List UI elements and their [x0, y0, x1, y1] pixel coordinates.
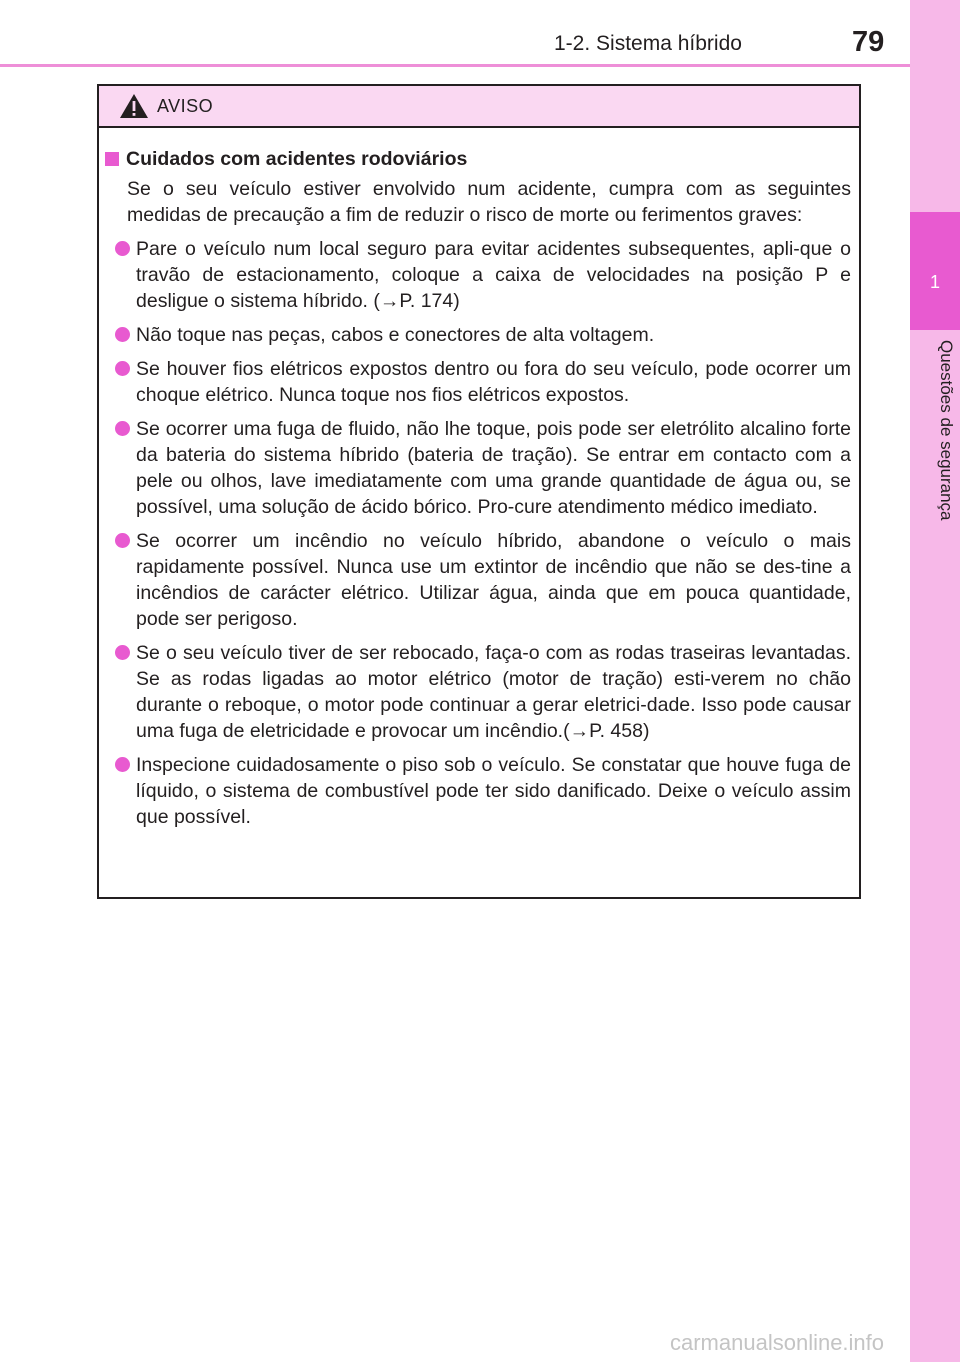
warning-body	[99, 128, 859, 830]
list-item	[115, 528, 851, 632]
warning-box	[97, 84, 861, 899]
warning-title: AVISO	[157, 95, 214, 116]
chapter-label: Questões de segurança	[937, 340, 956, 521]
list-item-text: Não toque nas peças, cabos e conectores de alta voltagem.	[136, 324, 655, 346]
watermark: carmanualsonline.info	[670, 1330, 885, 1355]
list-item	[115, 752, 851, 830]
chapter-number: 1	[910, 212, 960, 330]
bullet-dot-icon	[115, 421, 130, 436]
section-heading-text: Cuidados com acidentes rodoviários	[126, 148, 468, 170]
bullet-dot-icon	[115, 757, 130, 772]
bullet-dot-icon	[115, 533, 130, 548]
warning-header	[99, 86, 859, 128]
square-bullet-icon	[105, 152, 119, 166]
bullet-dot-icon	[115, 241, 130, 256]
list-item	[115, 640, 851, 744]
list-item-text: Se houver fios elétricos expostos dentro ou fora do seu veículo, pode ocorrer um choque elétrico. Nunca toque nos fios elétricos expostos.	[136, 358, 851, 406]
warning-triangle-icon	[119, 93, 149, 119]
list-item-text: Se ocorrer um incêndio no veículo híbrido, abandone o veículo o mais rapidamente possível. Nunca use um extintor de incêndio que não se des-tine a incêndios de carácter elétrico. Utilizar água, ainda que em pouca quantidade, pode ser perigoso.	[136, 530, 851, 630]
section-heading	[105, 146, 851, 172]
header-rule	[0, 64, 910, 67]
chapter-side-tab	[910, 0, 960, 1362]
bullet-dot-icon	[115, 645, 130, 660]
bullet-dot-icon	[115, 327, 130, 342]
list-item	[115, 236, 851, 314]
list-item	[115, 416, 851, 520]
page-number: 79	[852, 26, 885, 58]
list-item-text: Pare o veículo num local seguro para evitar acidentes subsequentes, apli-que o travão de estacionamento, coloque a caixa de velocidades na posição P e desligue o sistema híbrido. (→P. 174)	[136, 238, 851, 312]
bullet-dot-icon	[115, 361, 130, 376]
list-item	[115, 322, 851, 348]
section-title: 1-2. Sistema híbrido	[554, 32, 742, 55]
list-item	[115, 356, 851, 408]
intro-paragraph: Se o seu veículo estiver envolvido num acidente, cumpra com as seguintes medidas de precaução a fim de reduzir o risco de morte ou ferimentos graves:	[127, 178, 851, 226]
list-item-text: Se ocorrer uma fuga de fluido, não lhe toque, pois pode ser eletrólito alcalino forte da bateria do sistema híbrido (bateria de tração). Se entrar em contacto com a pele ou olhos, lave imediatamente com uma grande quantidade de água ou, se possível, uma solução de ácido bórico. Pro-cure atendimento médico imediato.	[136, 418, 851, 518]
list-item-text: Se o seu veículo tiver de ser rebocado, faça-o com as rodas traseiras levantadas. Se as rodas ligadas ao motor elétrico (motor de tração) esti-verem no chão durante o reboque, o motor pode continuar a gerar eletrici-dade. Isso pode causar uma fuga de eletricidade e provocar um incêndio.(→P. 458)	[136, 642, 851, 742]
list-item-text: Inspecione cuidadosamente o piso sob o veículo. Se constatar que houve fuga de líquido, o sistema de combustível pode ter sido danificado. Deixe o veículo assim que possível.	[136, 754, 851, 828]
